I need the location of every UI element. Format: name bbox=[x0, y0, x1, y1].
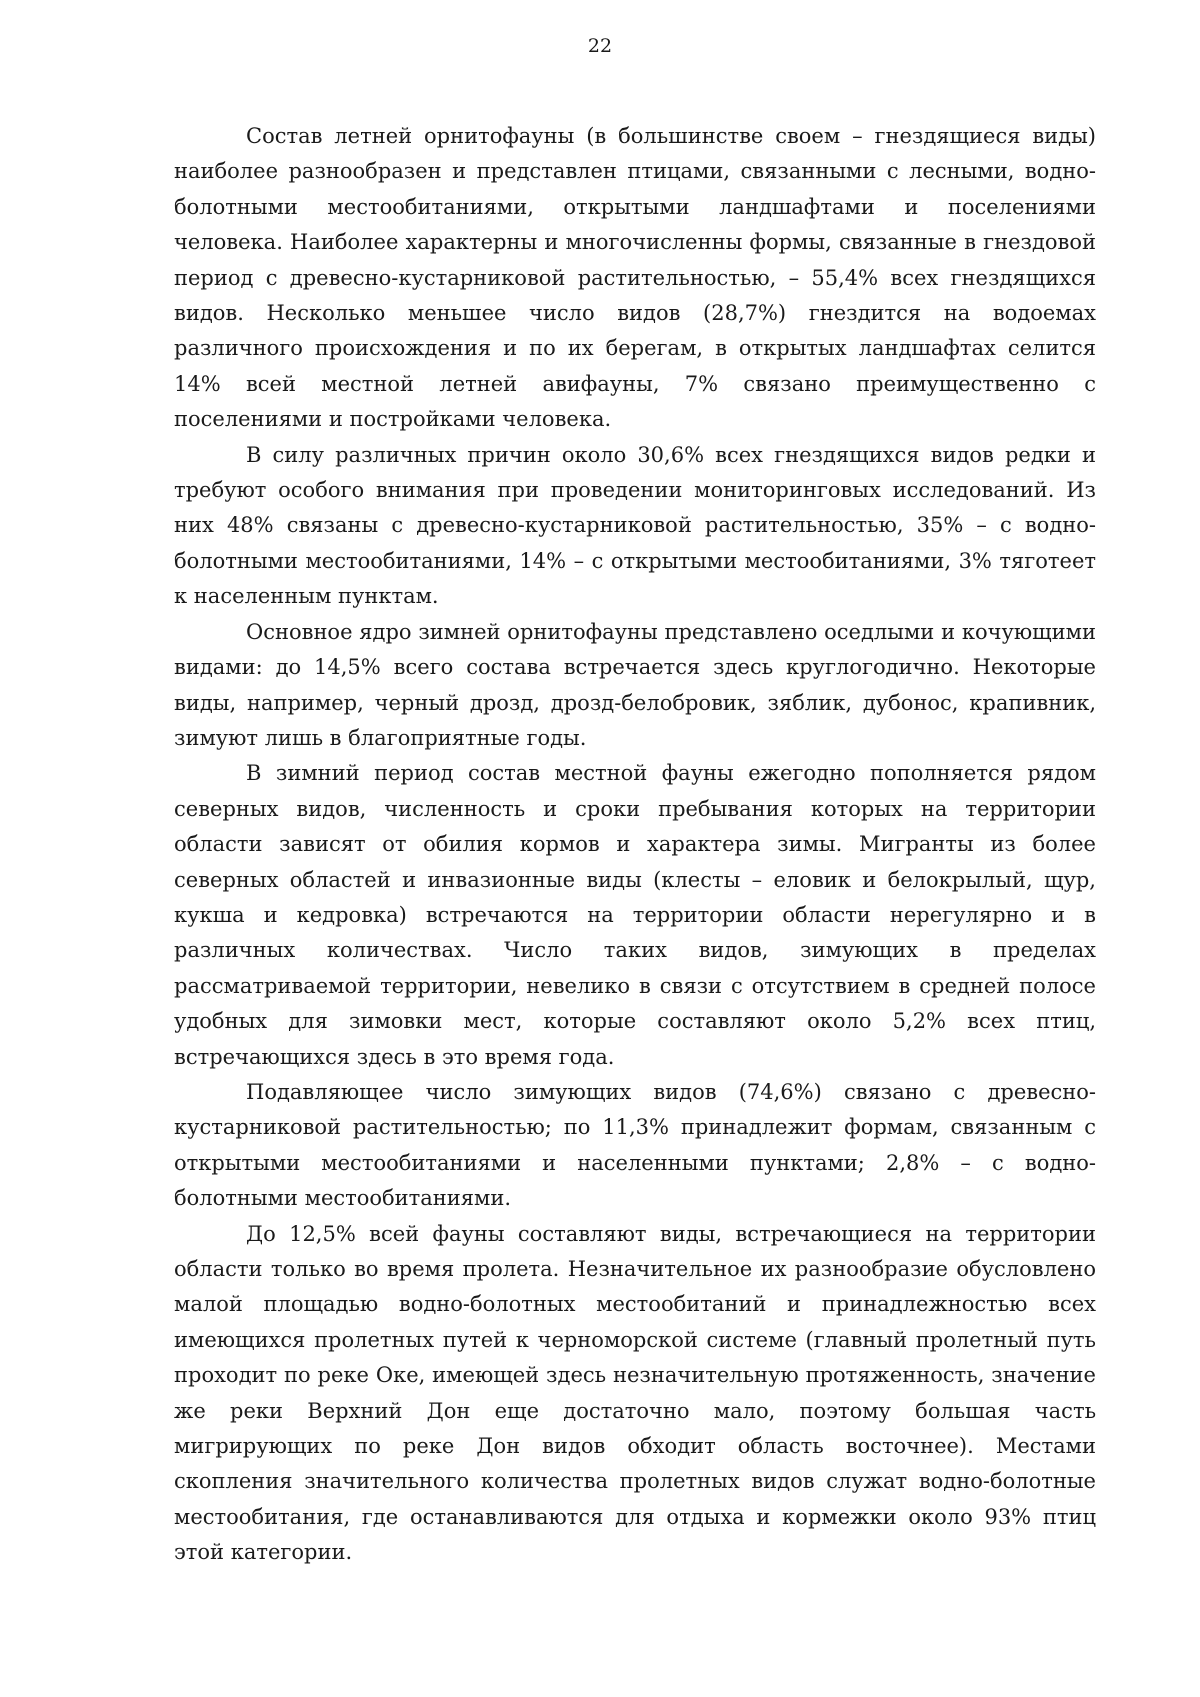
paragraph-winter-migrants: В зимний период состав местной фауны ежегодно пополняется рядом северных видов, численность и сроки пребывания которых на территории области зависят от обилия кормов и характера зимы. Мигранты из более северных областей и инвазионные виды (клесты – еловик и белокрылый, щур, кукша и кедровка) встречаются на территории области нерегулярно и в различных количествах. Число таких видов, зимующих в пределах рассматриваемой территории, невелико в связи с отсутствием в средней полосе удобных для зимовки мест, которые составляют около 5,2% всех птиц, встречающихся здесь в это время года. bbox=[174, 761, 1096, 1069]
paragraph-summer-avifauna: Состав летней орнитофауны (в большинстве своем – гнездящиеся виды) наиболее разнообразен и представлен птицами, связанными с лесными, водно-болотными местообитаниями, открытыми ландшафтами и поселениями человека. Наиболее характерны и многочисленны формы, связанные в гнездовой период с древесно-кустарниковой растительностью, – 55,4% всех гнездящихся видов. Несколько меньшее число видов (28,7%) гнездится на водоемах различного происхождения и по их берегам, в открытых ландшафтах селится 14% всей местной летней авифауны, 7% связано преимущественно с поселениями и постройками человека. bbox=[174, 124, 1096, 432]
paragraph-rare-species: В силу различных причин около 30,6% всех гнездящихся видов редки и требуют особого внимания при проведении мониторинговых исследований. Из них 48% связаны с древесно-кустарниковой растительностью, 35% – с водно-болотными местообитаниями, 14% – с открытыми местообитаниями, 3% тяготеет к населенным пунктам. bbox=[174, 442, 1096, 609]
paragraph-wintering-habitats: Подавляющее число зимующих видов (74,6%) связано с древесно-кустарниковой растительностью; по 11,3% принадлежит формам, связанным с открытыми местообитаниями и населенными пунктами; 2,8% – с водно-болотными местообитаниями. bbox=[174, 1079, 1096, 1211]
text-body bbox=[174, 119, 1096, 1571]
page-number: 22 bbox=[587, 35, 613, 57]
paragraph-winter-core: Основное ядро зимней орнитофауны представлено оседлыми и кочующими видами: до 14,5% всего состава встречается здесь круглогодично. Некоторые виды, например, черный дрозд, дрозд-белобровик, зяблик, дубонос, крапивник, зимуют лишь в благоприятные годы. bbox=[174, 619, 1096, 750]
paragraph-passage-species: До 12,5% всей фауны составляют виды, встречающиеся на территории области только во время пролета. Незначительное их разнообразие обусловлено малой площадью водно-болотных местообитаний и принадлежностью всех имеющихся пролетных путей к черноморской системе (главный пролетный путь проходит по реке Оке, имеющей здесь незначительную протяженность, значение же реки Верхний Дон еще достаточно мало, поэтому большая часть мигрирующих по реке Дон видов обходит область восточнее). Местами скопления значительного количества пролетных видов служат водно-болотные местообитания, где останавливаются для отдыха и кормежки около 93% птиц этой категории. bbox=[174, 1221, 1096, 1565]
